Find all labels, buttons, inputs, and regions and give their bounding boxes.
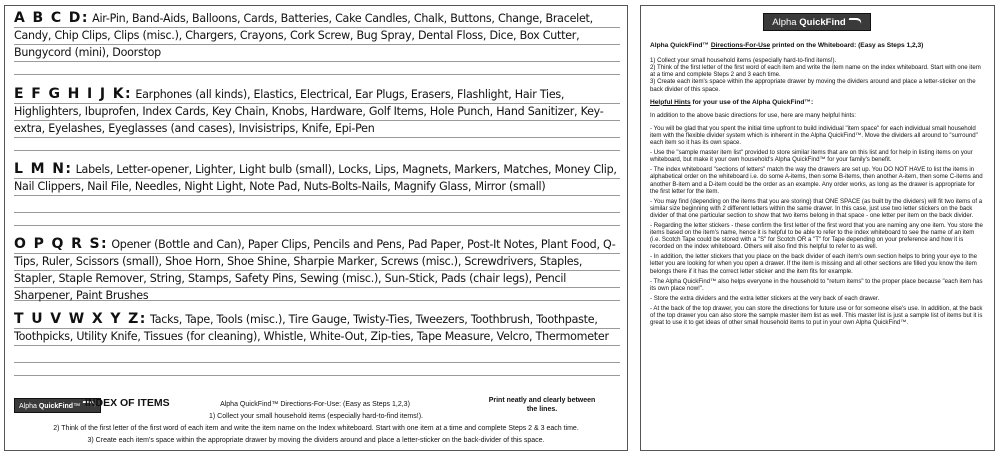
group-items[interactable]: Earphones (all kinds), Elastics, Electrical, Ear Plugs, Erasers, Flashlight, Hair Ties, Highlighters, Ibuprofen, Index Cards, Key Chain, Knobs, Hardware, Golf Items, Hole Punch, Hand Sanitizer, Key-extra, Eyelashes, Eyeglasses (and cases), Invisistrips, Knife, Epi-Pen bbox=[14, 88, 604, 135]
direction-step-3: 3) Create each item's space within the appropriate drawer by moving the dividers around and place a letter-sticker on the back divider of this space. bbox=[650, 78, 976, 93]
hint-item: - The index whiteboard "sections of letters" match the way the drawers are set up. You DO NOT HAVE to list the items in alphabetical order on the whiteboard i.e. do some A-items, then some B-items, then another A-item, then some C-items and another B-item and a D-item could be the order as an example. Any order works, as long as the drawer is appropriate for the first letter for the item. bbox=[650, 166, 983, 195]
hint-item: - The Alpha QuickFind™ also helps everyone in the household to "return items" to the proper place because "each item has its own place now!". bbox=[650, 277, 983, 292]
hint-item: - At the back of the top drawer, you can store the directions for future use or for someone else's use. In addition, at the back of the top drawer you can also store the sample master item list as well. This master list is just a sample list of items but it is great to use it to get ideas of other small household items to put in your own Alpha QuickFind™. bbox=[650, 304, 983, 327]
letter-group-efghijk bbox=[14, 86, 620, 137]
index-title: INDEX OF ITEMS bbox=[85, 397, 170, 409]
hint-item: - Store the extra dividers and the extra letter stickers at the very back of each drawer. bbox=[650, 294, 880, 302]
group-letters: T U V W X Y Z: bbox=[14, 311, 147, 327]
letter-group-tuvwxyz bbox=[14, 311, 620, 345]
index-panel bbox=[4, 5, 628, 451]
directions-panel bbox=[640, 5, 995, 451]
helpful-hints-heading: Helpful Hints for your use of the Alpha QuickFind™: bbox=[650, 98, 814, 106]
group-items[interactable]: Air-Pin, Band-Aids, Balloons, Cards, Batteries, Cake Candles, Chalk, Buttons, Change, Bracelet, Candy, Chip Clips, Clips (misc.), Chargers, Crayons, Cork Screw, Bug Spray, Dental Floss, Dice, Box Cutter, Bungycord (mini), Doorstop bbox=[14, 12, 597, 59]
index-footer bbox=[5, 390, 627, 452]
directions-heading: Alpha QuickFind™ Directions-For-Use: (Easy as Steps 1,2,3) bbox=[220, 401, 410, 408]
print-note: Print neatly and clearly between the lines. bbox=[488, 397, 596, 413]
brand-logo: Alpha QuickFind bbox=[763, 13, 870, 31]
hint-item: - Regarding the letter stickers - these confirm the first letter of the first word that you are naming any one item. You store the items based on the item's name, hence it is helpful to be able to refer to the index whiteboard to see the name of an item (i.e. Scotch Tape could be stored with a "S" for Scotch OR a "T" for Tape depending on your preference and how it is recorded on the index whiteboard. Others will also find this helpful to refer to as well. bbox=[650, 221, 983, 251]
direction-step-2: 2) Think of the first letter of the first word of each item and write the item name on the index whiteboard. Start with one item at a time and complete Steps 2 and 3 each time. bbox=[650, 64, 981, 79]
letter-group-abcd bbox=[14, 10, 620, 61]
direction-step-1: 1) Collect your small household items (especially hard-to-find items!). bbox=[650, 57, 837, 65]
group-letters: E F G H I J K: bbox=[14, 86, 133, 102]
directions-heading: Alpha QuickFind™ Directions-For-Use printed on the Whiteboard: (Easy as Steps 1,2,3) bbox=[650, 42, 924, 50]
swoosh-icon bbox=[846, 18, 863, 25]
group-letters: L M N: bbox=[14, 161, 73, 177]
group-items[interactable]: Opener (Bottle and Can), Paper Clips, Pencils and Pens, Pad Paper, Post-It Notes, Plant Food, Q-Tips, Ruler, Scissors (small), Shoe Horn, Shoe Shine, Sharpie Marker, Screws (misc.), Screwdrivers, Staples, Stapler, Staple Remover, String, Stamps, Safety Pins, Sewing (misc.), Sun-Stick, Pads (chair legs), Pencil Sharpener, Paint Brushes bbox=[14, 238, 616, 302]
direction-step-2: 2) Think of the first letter of the first word of each item and write the item name on the Index whiteboard. Start with one item at a time and complete Steps 2 & 3 each time. bbox=[53, 425, 579, 432]
letter-group-opqrs bbox=[14, 236, 620, 304]
letter-group-lmn bbox=[14, 161, 620, 195]
group-items[interactable]: Labels, Letter-opener, Lighter, Light bulb (small), Locks, Lips, Magnets, Markers, Matches, Money Clip, Nail Clippers, Nail File, Needles, Night Light, Note Pad, Nuts-Bolts-Nails, Magnify Glass, Mirror (small) bbox=[14, 163, 620, 193]
hint-item: - You may find (depending on the items that you are storing) that ONE SPACE (as built by the dividers) will fit two items of a similar size beginning with 2 different letters within the same drawer. In this case, just use two letter stickers on the back divider of that one particular section to show that two items belong in that space - one letter per item on the back divider. bbox=[650, 197, 983, 219]
brand-logo: Alpha QuickFind™ bbox=[14, 398, 101, 413]
hint-item: - In addition, the letter stickers that you place on the back divider of each item's own section helps to bring your eye to the letter you are looking for when you open a drawer. If the item is missing and all other sections are filled you know the item belongs there if it has the correct letter sticker and the item fits for example. bbox=[650, 253, 978, 275]
group-letters: A B C D: bbox=[14, 10, 89, 26]
direction-step-1: 1) Collect your small household items (especially hard-to-find items!). bbox=[209, 413, 423, 420]
group-letters: O P Q R S: bbox=[14, 236, 109, 252]
hint-item: - Use the "sample master item list" provided to store similar items that are on this list and for help in listing items on your whiteboard, but make it your own household's Alpha QuickFind™ for your family's benefit. bbox=[650, 149, 973, 164]
group-items[interactable]: Tacks, Tape, Tools (misc.), Tire Gauge, Twisty-Ties, Tweezers, Toothbrush, Toothpaste, Toothpicks, Utility Knife, Tissues (for cleaning), Whistle, White-Out, Zip-ties, Tape Measure, Velcro, Thermometer bbox=[14, 313, 609, 343]
hint-item: - You will be glad that you spent the initial time upfront to build individual "item space" for each individual small household item with the flexible divider system which is inherent in the Alpha QuickFind™. Move the dividers all around to "surround" each item so it has its own space. bbox=[650, 124, 978, 147]
direction-step-3: 3) Create each item's space within the appropriate drawer by moving the dividers around and place a letter-sticker on the back-divider of this space. bbox=[87, 437, 545, 444]
hints-intro: In addition to the above basic directions for use, here are many helpful hints: bbox=[650, 111, 856, 119]
